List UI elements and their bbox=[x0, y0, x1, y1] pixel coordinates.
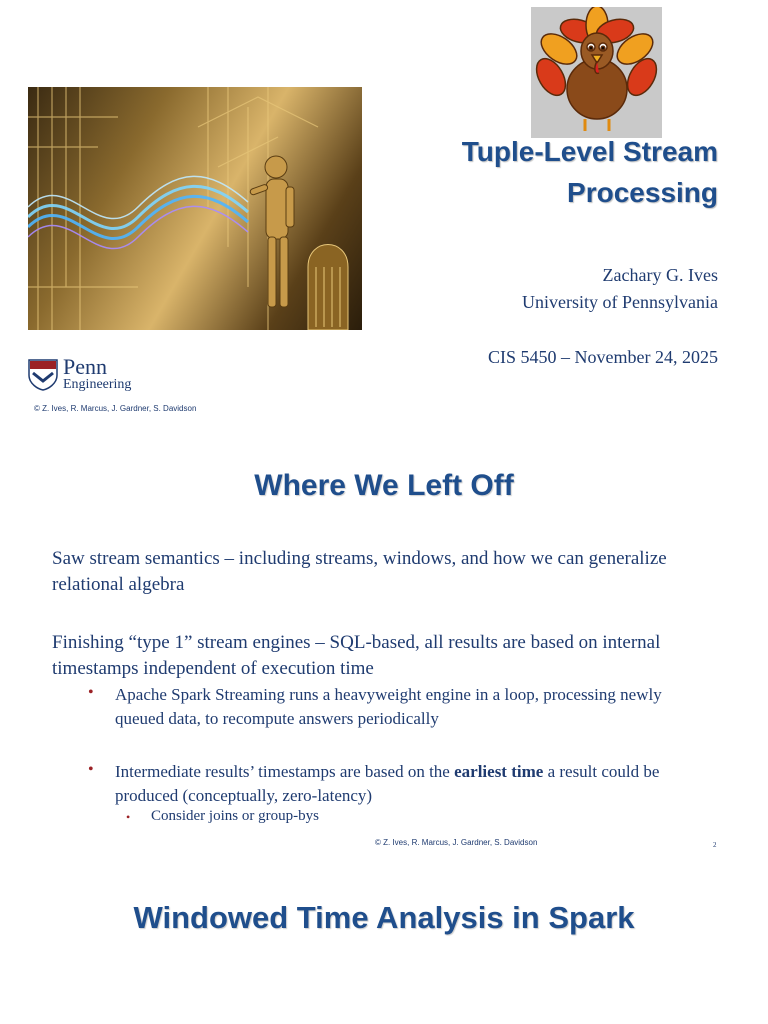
affiliation: University of Pennsylvania bbox=[522, 292, 718, 312]
bullet-icon: • bbox=[88, 684, 94, 701]
author-name: Zachary G. Ives bbox=[602, 265, 718, 285]
course-date: CIS 5450 – November 24, 2025 bbox=[488, 347, 718, 367]
copyright-notice: © Z. Ives, R. Marcus, J. Gardner, S. Davidson bbox=[375, 838, 538, 847]
paragraph-stream-semantics: Saw stream semantics – including streams, windows, and how we can generalize relational algebra bbox=[52, 548, 667, 595]
title-line-2: Processing bbox=[567, 177, 718, 208]
slide-title: Windowed Time Analysis in Spark bbox=[133, 900, 635, 935]
logo-engineering-text: Engineering bbox=[63, 377, 132, 392]
page-number: 2 bbox=[713, 841, 717, 849]
slide-title: Where We Left Off bbox=[254, 469, 514, 502]
bullet-spark-streaming: Apache Spark Streaming runs a heavyweight engine in a loop, processing newly queued data, to recompute answers periodically bbox=[115, 685, 662, 728]
robot-waveform-image bbox=[28, 87, 362, 330]
paragraph-type1-engines: Finishing “type 1” stream engines – SQL-based, all results are based on internal timestamps independent of execution time bbox=[52, 632, 661, 679]
presentation-title bbox=[390, 131, 718, 213]
bullet-text-end: a result could be produced (conceptually, zero-latency) bbox=[115, 762, 660, 805]
copyright-notice: © Z. Ives, R. Marcus, J. Gardner, S. Davidson bbox=[34, 404, 197, 413]
penn-shield-icon bbox=[28, 359, 58, 391]
bullet-icon: • bbox=[88, 761, 94, 778]
bullet-intermediate-results bbox=[115, 760, 715, 808]
bullet-text-start: Intermediate results’ timestamps are based on the bbox=[115, 762, 455, 781]
title-line-1: Tuple-Level Stream bbox=[461, 136, 718, 167]
logo-penn-text: Penn bbox=[63, 354, 107, 379]
turkey-image bbox=[531, 7, 662, 138]
bullet-emphasis: earliest time bbox=[454, 762, 544, 781]
sub-bullet-joins: Consider joins or group-bys bbox=[151, 808, 319, 824]
sub-bullet-icon: • bbox=[126, 810, 131, 824]
